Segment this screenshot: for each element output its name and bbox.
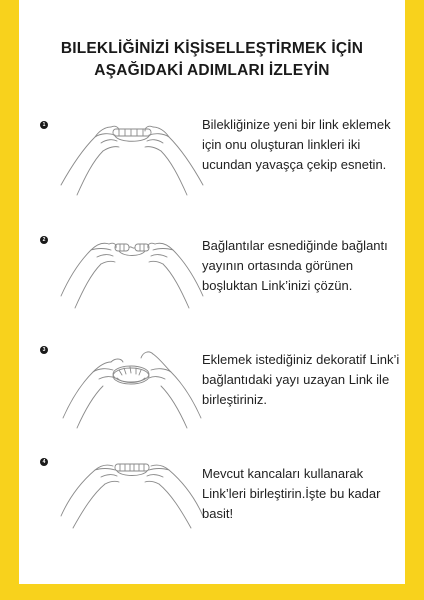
step-number-badge: 3 — [40, 346, 48, 354]
step-1 — [19, 115, 405, 215]
step-3 — [19, 340, 405, 440]
title-line-2: AŞAĞIDAKİ ADIMLARI İZLEYİN — [94, 62, 330, 79]
title-line-1: BILEKLİĞİNİZİ KİŞİSELLEŞTİRMEK İÇİN — [60, 40, 364, 57]
step-1-text: Bilekliğinize yeni bir link eklemek için onu oluşturan linkleri iki ucundan yavaşça çekip esnetin. — [202, 117, 391, 172]
hands-joining-link-illustration — [57, 340, 207, 435]
step-3-text: Eklemek istediğiniz dekoratif Link’i bağlantıdaki yayı uzayan Link ile birleştiriniz. — [202, 352, 400, 407]
step-4-text: Mevcut kancaları kullanarak Link’leri birleştirin.İşte bu kadar basit! — [202, 466, 381, 521]
step-number-badge: 2 — [40, 236, 48, 244]
step-2 — [19, 230, 405, 330]
step-number-badge: 1 — [40, 121, 48, 129]
page-title — [19, 38, 405, 82]
step-2-text: Bağlantılar esnediğinde bağlantı yayının ortasında görünen boşluktan Link’inizi çözün. — [202, 238, 388, 293]
hands-separating-link-illustration — [57, 230, 207, 325]
step-number-badge: 4 — [40, 458, 48, 466]
step-4 — [19, 452, 405, 552]
hands-stretching-bracelet-illustration — [57, 115, 207, 210]
hands-hooking-links-illustration — [57, 452, 207, 547]
